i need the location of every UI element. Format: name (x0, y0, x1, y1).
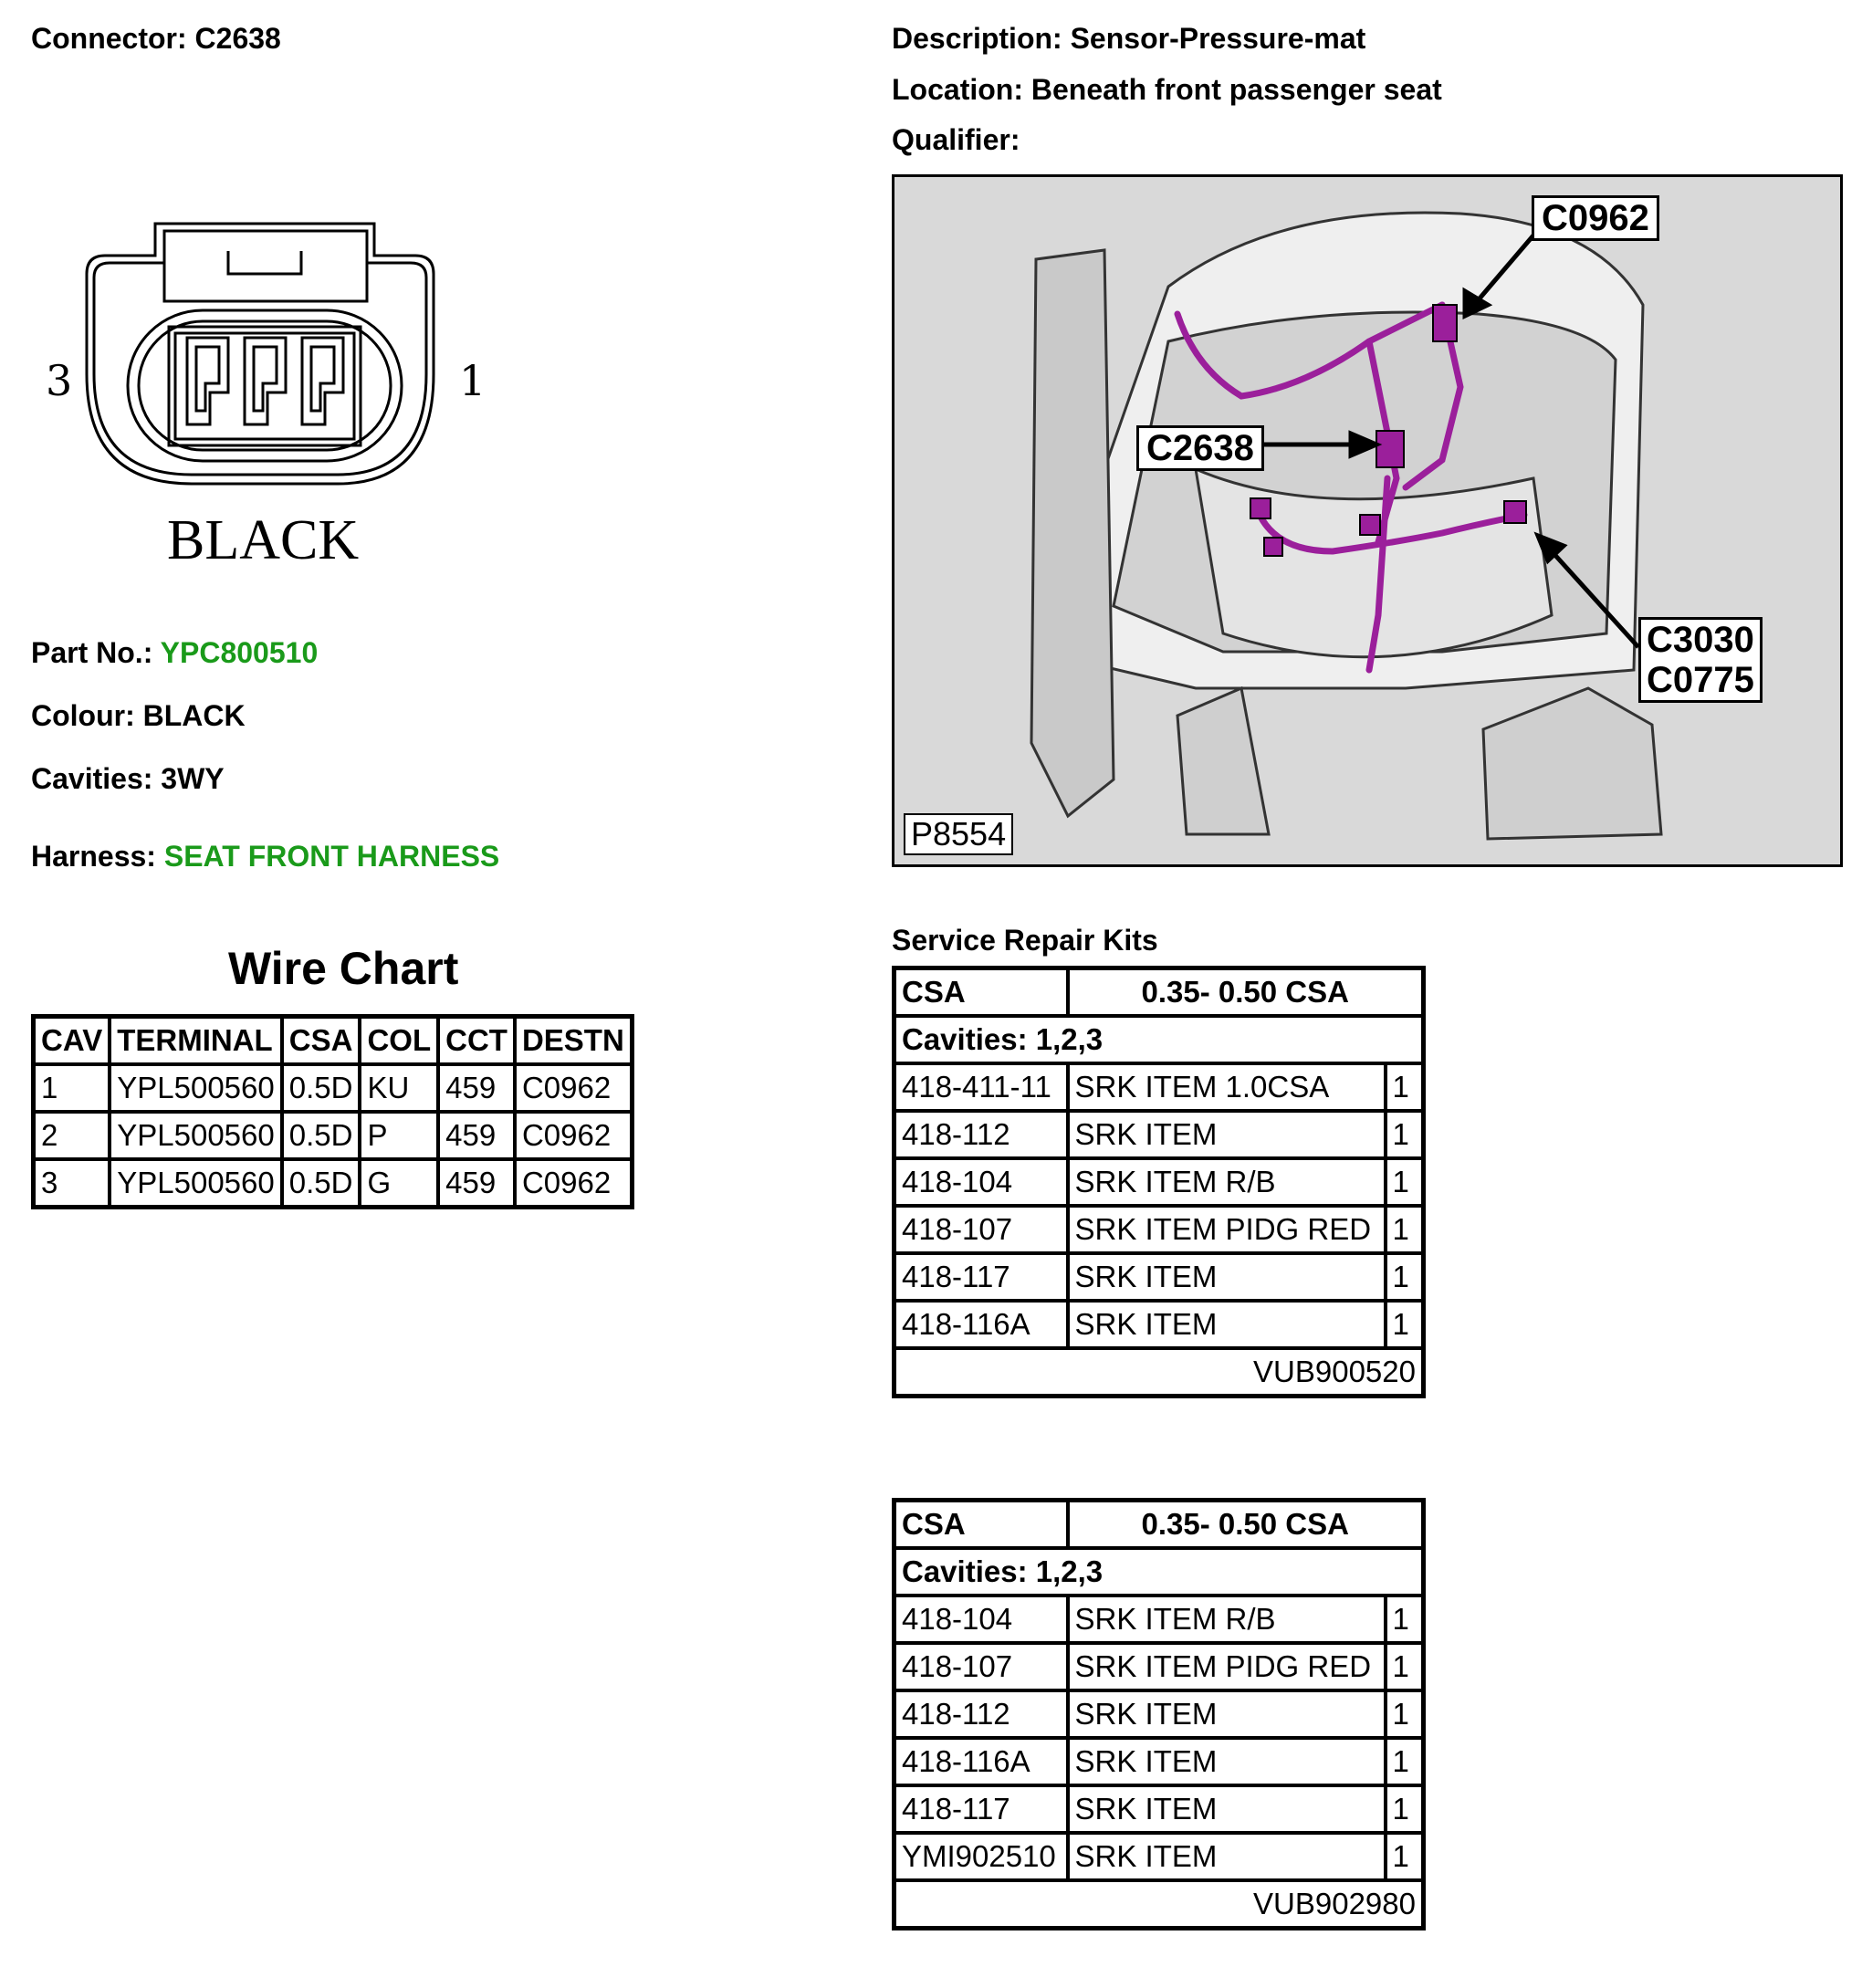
table-cell: C0962 (515, 1064, 632, 1112)
description-label: Description: (892, 22, 1062, 55)
table-row (894, 1738, 1424, 1785)
part-no-label: Part No.: (31, 636, 153, 669)
kit-item-part: 418-117 (894, 1785, 1068, 1833)
table-row (894, 1643, 1424, 1690)
table-cell: 3 (34, 1159, 110, 1208)
kit-item-part: 418-107 (894, 1643, 1068, 1690)
kit-csa-label: CSA (894, 968, 1068, 1017)
colour-label: Colour: (31, 699, 135, 732)
kit-item-desc: SRK ITEM (1068, 1111, 1386, 1158)
harness-line (31, 840, 499, 874)
kit-number: VUB900520 (894, 1348, 1424, 1397)
kit-item-qty: 1 (1386, 1833, 1424, 1880)
table-row (894, 1111, 1424, 1158)
col-header: COL (360, 1017, 438, 1065)
table-cell: YPL500560 (110, 1064, 282, 1112)
connector-colour-caption: BLACK (167, 509, 360, 571)
callout-c2638: C2638 (1136, 425, 1264, 471)
table-cell: 459 (438, 1112, 515, 1159)
kit-item-desc: SRK ITEM R/B (1068, 1158, 1386, 1206)
kit-item-desc: SRK ITEM (1068, 1738, 1386, 1785)
seat-illustration (894, 177, 1840, 864)
callout-c0962: C0962 (1532, 195, 1659, 241)
location-label: Location: (892, 73, 1023, 106)
table-row (894, 1348, 1424, 1397)
harness-label: Harness: (31, 840, 156, 873)
table-row (894, 1063, 1424, 1111)
table-cell: G (360, 1159, 438, 1208)
kit-item-desc: SRK ITEM PIDG RED (1068, 1206, 1386, 1253)
table-row (894, 968, 1424, 1017)
cavities-label: Cavities: (31, 762, 153, 795)
connector-label: Connector: (31, 22, 187, 55)
kit-item-desc: SRK ITEM (1068, 1690, 1386, 1738)
harness-value[interactable]: SEAT FRONT HARNESS (163, 840, 500, 873)
table-row (894, 1690, 1424, 1738)
qualifier-line (892, 123, 1020, 157)
service-repair-kits-title: Service Repair Kits (892, 924, 1158, 957)
connector-value: C2638 (194, 22, 281, 55)
wire-chart-header-row (34, 1017, 633, 1065)
table-cell: KU (360, 1064, 438, 1112)
col-header: CAV (34, 1017, 110, 1065)
kit-item-qty: 1 (1386, 1596, 1424, 1643)
kit-item-part: 418-116A (894, 1301, 1068, 1348)
table-row (894, 1501, 1424, 1549)
kit-item-qty: 1 (1386, 1063, 1424, 1111)
kit-item-desc: SRK ITEM (1068, 1301, 1386, 1348)
table-row (894, 1548, 1424, 1596)
kit-item-part: 418-104 (894, 1158, 1068, 1206)
callout-c3030-c0775 (1638, 617, 1763, 703)
description-line (892, 22, 1365, 56)
kit-item-part: 418-117 (894, 1253, 1068, 1301)
colour-value: BLACK (142, 699, 246, 732)
kit-number: VUB902980 (894, 1880, 1424, 1929)
kit-item-part: 418-104 (894, 1596, 1068, 1643)
table-row (894, 1016, 1424, 1063)
wire-chart-table (31, 1014, 634, 1209)
kit-item-part: 418-107 (894, 1206, 1068, 1253)
col-header: TERMINAL (110, 1017, 282, 1065)
location-figure (892, 174, 1843, 867)
table-row (894, 1880, 1424, 1929)
table-row (894, 1785, 1424, 1833)
kit-item-part: YMI902510 (894, 1833, 1068, 1880)
kit-item-qty: 1 (1386, 1301, 1424, 1348)
pin-label-3: 3 (46, 356, 73, 405)
col-header: CCT (438, 1017, 515, 1065)
table-cell: 2 (34, 1112, 110, 1159)
kit-item-part: 418-112 (894, 1690, 1068, 1738)
table-cell: 459 (438, 1064, 515, 1112)
kit-item-qty: 1 (1386, 1253, 1424, 1301)
table-row (34, 1064, 633, 1112)
table-cell: 1 (34, 1064, 110, 1112)
table-row (34, 1112, 633, 1159)
repair-kit-table-2 (892, 1498, 1426, 1930)
table-row (34, 1159, 633, 1208)
kit-cavities: Cavities: 1,2,3 (894, 1016, 1424, 1063)
table-row (894, 1253, 1424, 1301)
kit-item-qty: 1 (1386, 1158, 1424, 1206)
col-header: CSA (282, 1017, 361, 1065)
table-cell: C0962 (515, 1159, 632, 1208)
kit-item-desc: SRK ITEM (1068, 1785, 1386, 1833)
table-row (894, 1833, 1424, 1880)
pin-label-1: 1 (459, 356, 486, 405)
col-header: DESTN (515, 1017, 632, 1065)
kit-item-desc: SRK ITEM PIDG RED (1068, 1643, 1386, 1690)
table-cell: 459 (438, 1159, 515, 1208)
part-no-value[interactable]: YPC800510 (160, 636, 319, 669)
kit-csa-label: CSA (894, 1501, 1068, 1549)
location-value: Beneath front passenger seat (1030, 73, 1442, 106)
qualifier-label: Qualifier: (892, 123, 1020, 156)
table-row (894, 1158, 1424, 1206)
callout-c0775: C0775 (1647, 660, 1754, 700)
callout-c3030: C3030 (1647, 620, 1754, 660)
kit-item-desc: SRK ITEM (1068, 1253, 1386, 1301)
cavities-line (31, 762, 225, 796)
kit-item-qty: 1 (1386, 1111, 1424, 1158)
table-cell: P (360, 1112, 438, 1159)
table-cell: 0.5D (282, 1064, 361, 1112)
kit-item-qty: 1 (1386, 1785, 1424, 1833)
cavities-value: 3WY (161, 762, 225, 795)
description-value: Sensor-Pressure-mat (1070, 22, 1366, 55)
table-row (894, 1301, 1424, 1348)
table-row (894, 1596, 1424, 1643)
kit-item-qty: 1 (1386, 1738, 1424, 1785)
table-cell: YPL500560 (110, 1159, 282, 1208)
location-line (892, 73, 1442, 107)
kit-item-part: 418-411-11 (894, 1063, 1068, 1111)
kit-item-desc: SRK ITEM (1068, 1833, 1386, 1880)
kit-item-part: 418-116A (894, 1738, 1068, 1785)
kit-item-qty: 1 (1386, 1643, 1424, 1690)
table-cell: 0.5D (282, 1112, 361, 1159)
table-cell: 0.5D (282, 1159, 361, 1208)
part-no-line (31, 636, 318, 670)
kit-item-desc: SRK ITEM 1.0CSA (1068, 1063, 1386, 1111)
figure-ref: P8554 (904, 813, 1013, 855)
repair-kit-table-1 (892, 966, 1426, 1398)
connector-line (31, 22, 281, 56)
kit-item-qty: 1 (1386, 1206, 1424, 1253)
colour-line (31, 699, 246, 733)
kit-item-part: 418-112 (894, 1111, 1068, 1158)
kit-item-desc: SRK ITEM R/B (1068, 1596, 1386, 1643)
kit-cavities: Cavities: 1,2,3 (894, 1548, 1424, 1596)
table-cell: YPL500560 (110, 1112, 282, 1159)
kit-csa-value: 0.35- 0.50 CSA (1068, 1501, 1424, 1549)
kit-item-qty: 1 (1386, 1690, 1424, 1738)
kit-csa-value: 0.35- 0.50 CSA (1068, 968, 1424, 1017)
table-row (894, 1206, 1424, 1253)
table-cell: C0962 (515, 1112, 632, 1159)
wire-chart-title: Wire Chart (228, 943, 459, 994)
